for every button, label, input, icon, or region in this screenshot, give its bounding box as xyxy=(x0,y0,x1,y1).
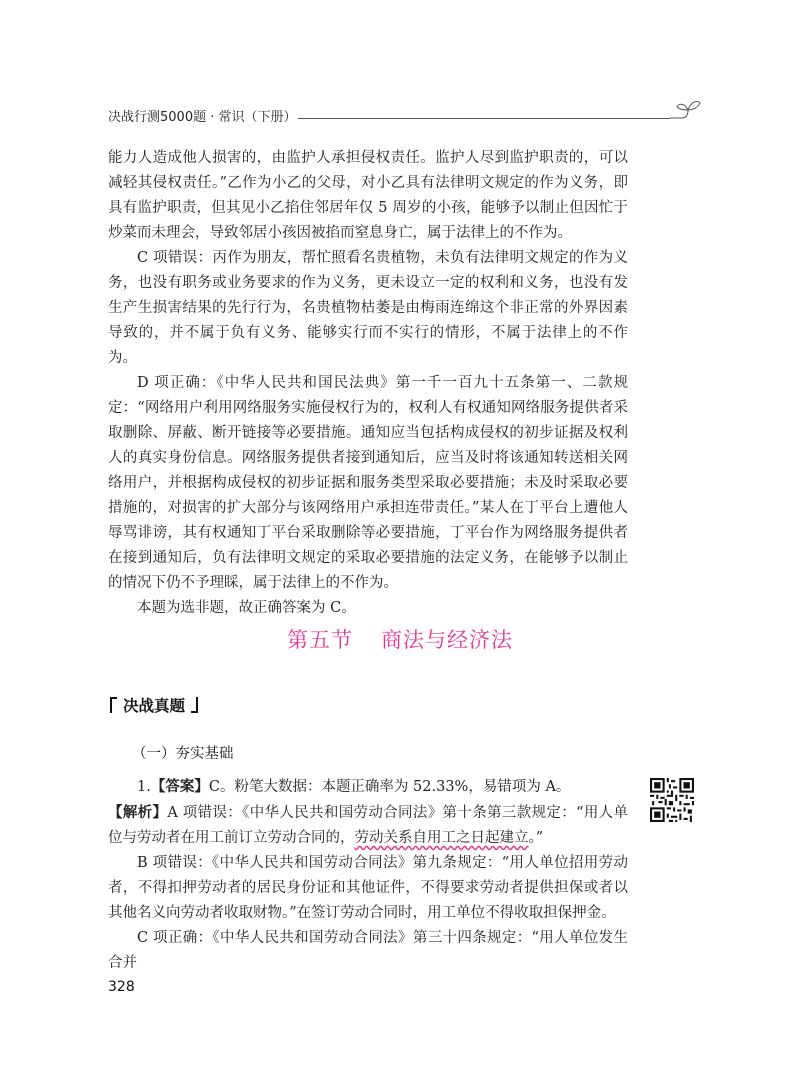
bracket-heading-text: 决战真题 xyxy=(122,697,185,715)
analysis-label: 【解析】 xyxy=(108,804,168,821)
answer-text: C。粉笔大数据：本题正确率为 52.33%，易错项为 A。 xyxy=(208,779,571,795)
answer-label: 【答案】 xyxy=(150,778,209,795)
qr-code-icon xyxy=(650,778,694,822)
analysis-b: B 项错误：《中华人民共和国劳动合同法》第九条规定：“用人单位招用劳动者，不得扣押劳动者的居民身份证和其他证件，不得要求劳动者提供担保或者以其他名义向劳动者收取财物。”在签订劳动合同时，用工单位不得收取担保押金。 xyxy=(108,855,628,921)
section-number: 第五节 xyxy=(287,628,353,652)
paragraph: D 项正确：《中华人民共和国民法典》第一千一百九十五条第一、二款规定：“网络用户利用网络服务实施侵权行为的，权利人有权通知网络服务提供者采取删除、屏蔽、断开链接等必要措施。通知应当包括构成侵权的初步证据及权利人的真实身份信息。网络服务提供者接到通知后，应当及时将该通知转送相关网络用户，并根据构成侵权的初步证据和服务类型采取必要措施；未及时采取必要措施的，对损害的扩大部分与该网络用户承担连带责任。”某人在丁平台上遭他人辱骂诽谤，其有权通知丁平台采取删除等必要措施，丁平台作为网络服务提供者在接到通知后，负有法律明文规定的采取必要措施的法定义务，在能够予以制止的情况下仍不予理睬，属于法律上的不作为。 xyxy=(108,375,628,591)
sub-heading: （一）夯实基础 xyxy=(132,746,234,762)
paragraph: 能力人造成他人损害的，由监护人承担侵权责任。监护人尽到监护职责的，可以减轻其侵权责任。”乙作为小乙的父母，对小乙具有法律明文规定的作为义务，即具有监护职责，但其见小乙掐住邻居年仅 5 周岁的小孩，能够予以制止但因忙于炒菜而未理会，导致邻居小孩因被掐而窒息身亡，属于法律上的不作为。 xyxy=(108,150,628,241)
page-top-text xyxy=(108,146,628,621)
book-title: 决战行测5000题 · 常识（下册） xyxy=(108,110,297,125)
bracket-left-icon xyxy=(108,696,118,714)
section-title xyxy=(0,624,800,654)
sprout-icon xyxy=(668,98,702,122)
paragraph: 本题为选非题，故正确答案为 C。 xyxy=(137,600,356,616)
running-header xyxy=(108,104,702,132)
page-number: 328 xyxy=(108,979,135,995)
analysis-c: C 项正确：《中华人民共和国劳动合同法》第三十四条规定：“用人单位发生合并 xyxy=(108,930,628,971)
bracket-heading xyxy=(108,694,200,716)
question-number: 1. xyxy=(137,779,151,795)
header-rule xyxy=(298,118,670,119)
question-block xyxy=(108,774,628,976)
answer-line xyxy=(108,774,628,800)
highlighted-phrase: 劳动关系自用工之日起建立 xyxy=(354,830,529,846)
bracket-right-icon xyxy=(190,696,200,714)
analysis-a: 【解析】A 项错误：《中华人民共和国劳动合同法》第十条第三款规定：“用人单位与劳动者在用工前订立劳动合同的，劳动关系自用工之日起建立。” xyxy=(108,804,628,846)
section-name: 商法与经济法 xyxy=(381,628,513,652)
paragraph: C 项错误：丙作为朋友，帮忙照看名贵植物，未负有法律明文规定的作为义务，也没有职务或业务要求的作为义务，更未设立一定的权利和义务，也没有发生产生损害结果的先行行为，名贵植物枯萎是由梅雨连绵这个非正常的外界因素导致的，并不属于负有义务、能够实行而不实行的情形，不属于法律上的不作为。 xyxy=(108,250,628,366)
